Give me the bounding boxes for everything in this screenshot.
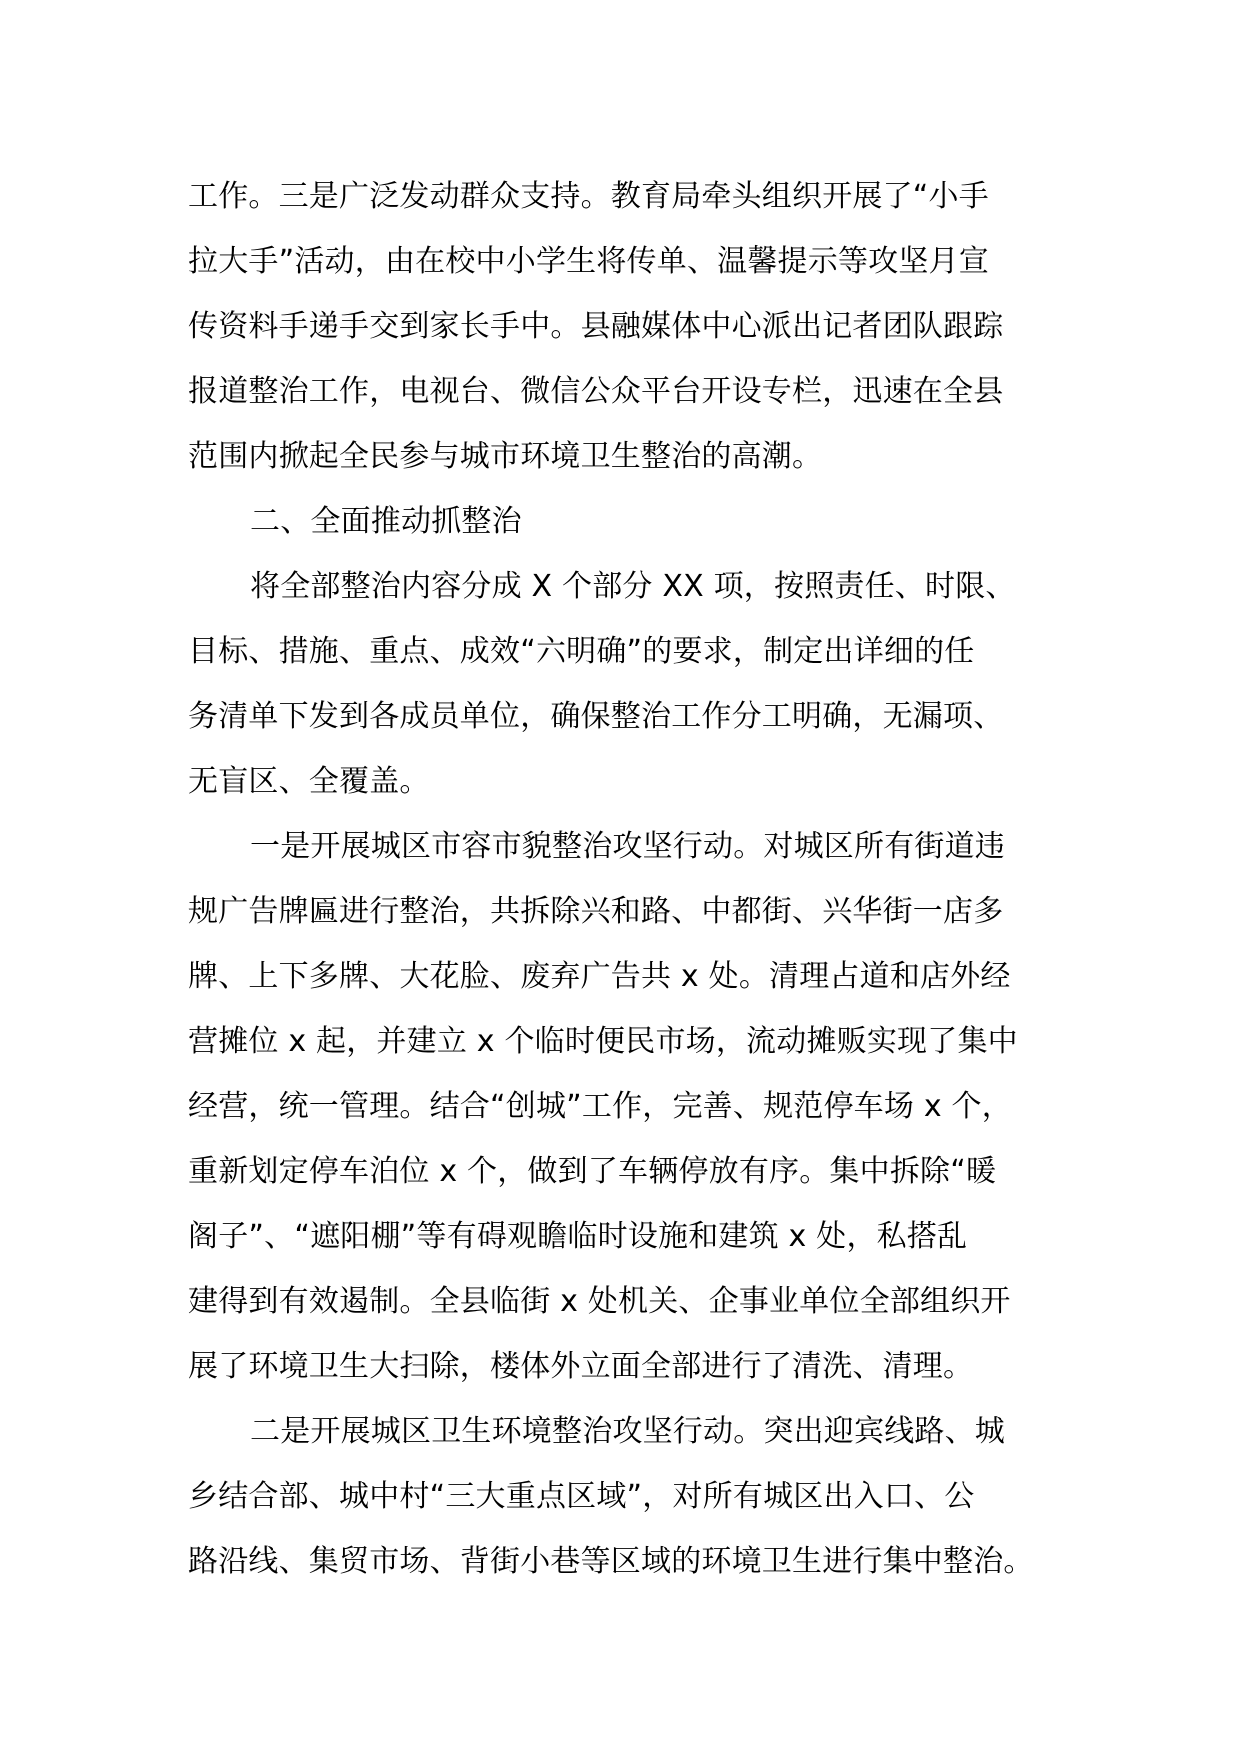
text-line-17: 阁子”、“遮阳棚”等有碍观瞻临时设施和建筑 x 处，私搭乱 (188, 1219, 968, 1254)
text-line-14: 营摊位 x 起，并建立 x 个临时便民市场，流动摊贩实现了集中 (188, 1024, 1018, 1059)
text-line-13: 牌、上下多牌、大花脸、废弃广告共 x 处。清理占道和店外经 (188, 959, 1011, 994)
document-body (188, 164, 1088, 1594)
text-line-18: 建得到有效遏制。全县临街 x 处机关、企事业单位全部组织开 (188, 1284, 1011, 1319)
text-line-15: 经营，统一管理。结合“创城”工作，完善、规范停车场 x 个， (188, 1089, 1012, 1124)
text-line-21: 乡结合部、城中村“三大重点区域”，对所有城区出入口、公 (188, 1479, 975, 1514)
text-line-7: 将全部整治内容分成 X 个部分 XX 项，按照责任、时限、 (250, 569, 1016, 604)
text-line-10: 无盲区、全覆盖。 (188, 764, 430, 799)
text-line-12: 规广告牌匾进行整治，共拆除兴和路、中都街、兴华街一店多 (188, 894, 1004, 929)
text-line-1: 工作。三是广泛发动群众支持。教育局牵头组织开展了“小手 (188, 179, 989, 214)
text-line-2: 拉大手”活动，由在校中小学生将传单、温馨提示等攻坚月宣 (188, 244, 989, 279)
text-line-5: 范围内掀起全民参与城市环境卫生整治的高潮。 (188, 439, 823, 474)
text-line-4: 报道整治工作，电视台、微信公众平台开设专栏，迅速在全县 (188, 374, 1004, 409)
section-heading: 二、全面推动抓整治 (250, 504, 522, 539)
text-line-22: 路沿线、集贸市场、背街小巷等区域的环境卫生进行集中整治。 (188, 1544, 1034, 1579)
text-line-16: 重新划定停车泊位 x 个，做到了车辆停放有序。集中拆除“暖 (188, 1154, 997, 1189)
text-line-19: 展了环境卫生大扫除，楼体外立面全部进行了清洗、清理。 (188, 1349, 974, 1384)
text-line-8: 目标、措施、重点、成效“六明确”的要求，制定出详细的任 (188, 634, 975, 669)
text-line-3: 传资料手递手交到家长手中。县融媒体中心派出记者团队跟踪 (188, 309, 1004, 344)
text-line-20: 二是开展城区卫生环境整治攻坚行动。突出迎宾线路、城 (250, 1414, 1005, 1449)
text-line-11: 一是开展城区市容市貌整治攻坚行动。对城区所有街道违 (250, 829, 1005, 864)
text-line-9: 务清单下发到各成员单位，确保整治工作分工明确，无漏项、 (188, 699, 1004, 734)
